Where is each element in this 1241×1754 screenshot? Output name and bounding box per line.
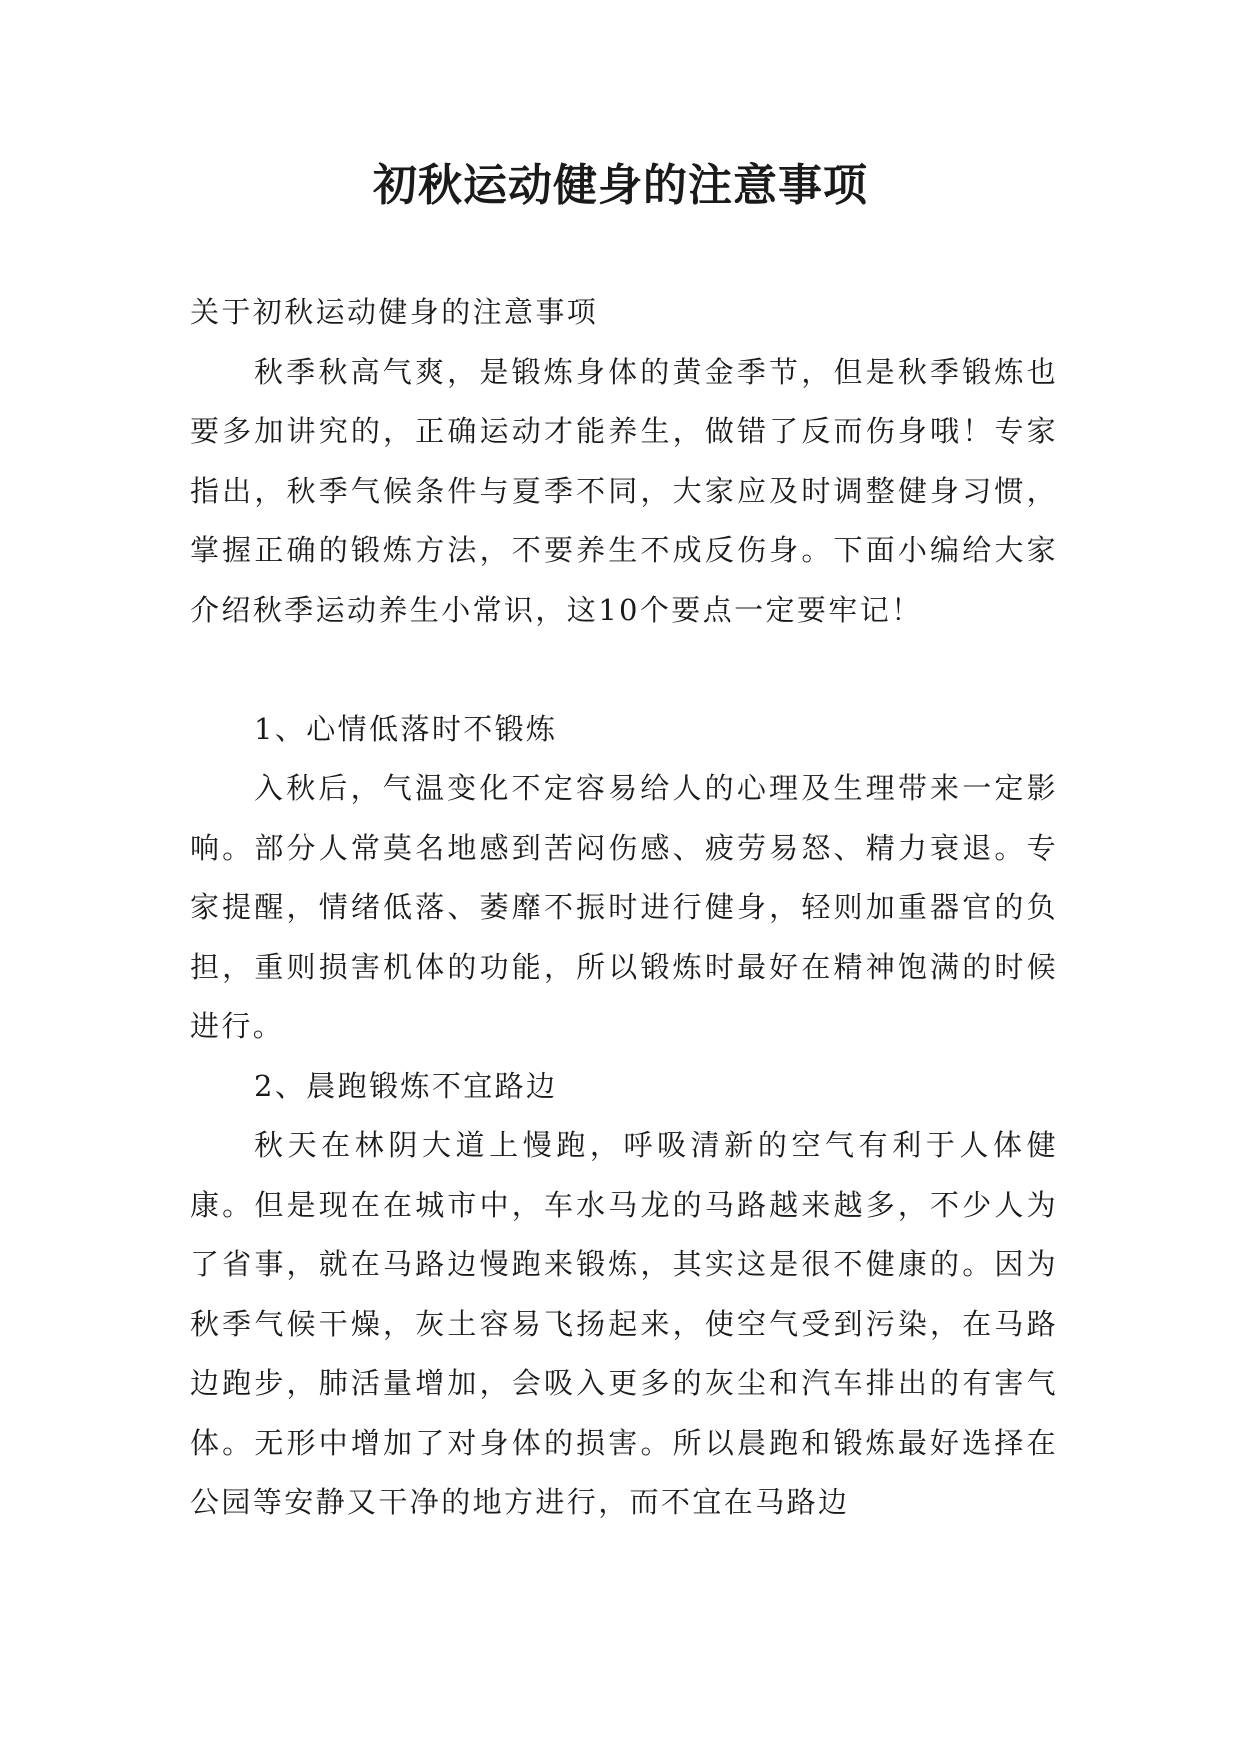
document-title: 初秋运动健身的注意事项 xyxy=(373,160,868,211)
blank-line xyxy=(190,640,1058,700)
section-body-2: 秋天在林阴大道上慢跑，呼吸清新的空气有利于人体健康。但是现在在城市中，车水马龙的马路越来越多，不少人为了省事，就在马路边慢跑来锻炼，其实这是很不健康的。因为秋季气候干燥，灰土容易飞扬起来，使空气受到污染，在马路边跑步，肺活量增加，会吸入更多的灰尘和汽车排出的有害气体。无形中增加了对身体的损害。所以晨跑和锻炼最好选择在公园等安静又干净的地方进行，而不宜在马路边 xyxy=(190,1128,1058,1519)
section-heading-1: 1、心情低落时不锻炼 xyxy=(254,711,558,746)
intro-paragraph: 秋季秋高气爽，是锻炼身体的黄金季节，但是秋季锻炼也要多加讲究的，正确运动才能养生，做错了反而伤身哦！专家指出，秋季气候条件与夏季不同，大家应及时调整健身习惯，掌握正确的锻炼方法，不要养生不成反伤身。下面小编给大家介绍秋季运动养生小常识，这10个要点一定要牢记！ xyxy=(190,354,1058,627)
section-heading-2: 2、晨跑锻炼不宜路边 xyxy=(254,1068,558,1103)
document-subtitle: 关于初秋运动健身的注意事项 xyxy=(190,295,599,329)
document-body xyxy=(190,283,1058,1533)
section-body-1: 入秋后，气温变化不定容易给人的心理及生理带来一定影响。部分人常莫名地感到苦闷伤感、疲劳易怒、精力衰退。专家提醒，情绪低落、萎靡不振时进行健身，轻则加重器官的负担，重则损害机体的功能，所以锻炼时最好在精神饱满的时候进行。 xyxy=(190,771,1058,1043)
